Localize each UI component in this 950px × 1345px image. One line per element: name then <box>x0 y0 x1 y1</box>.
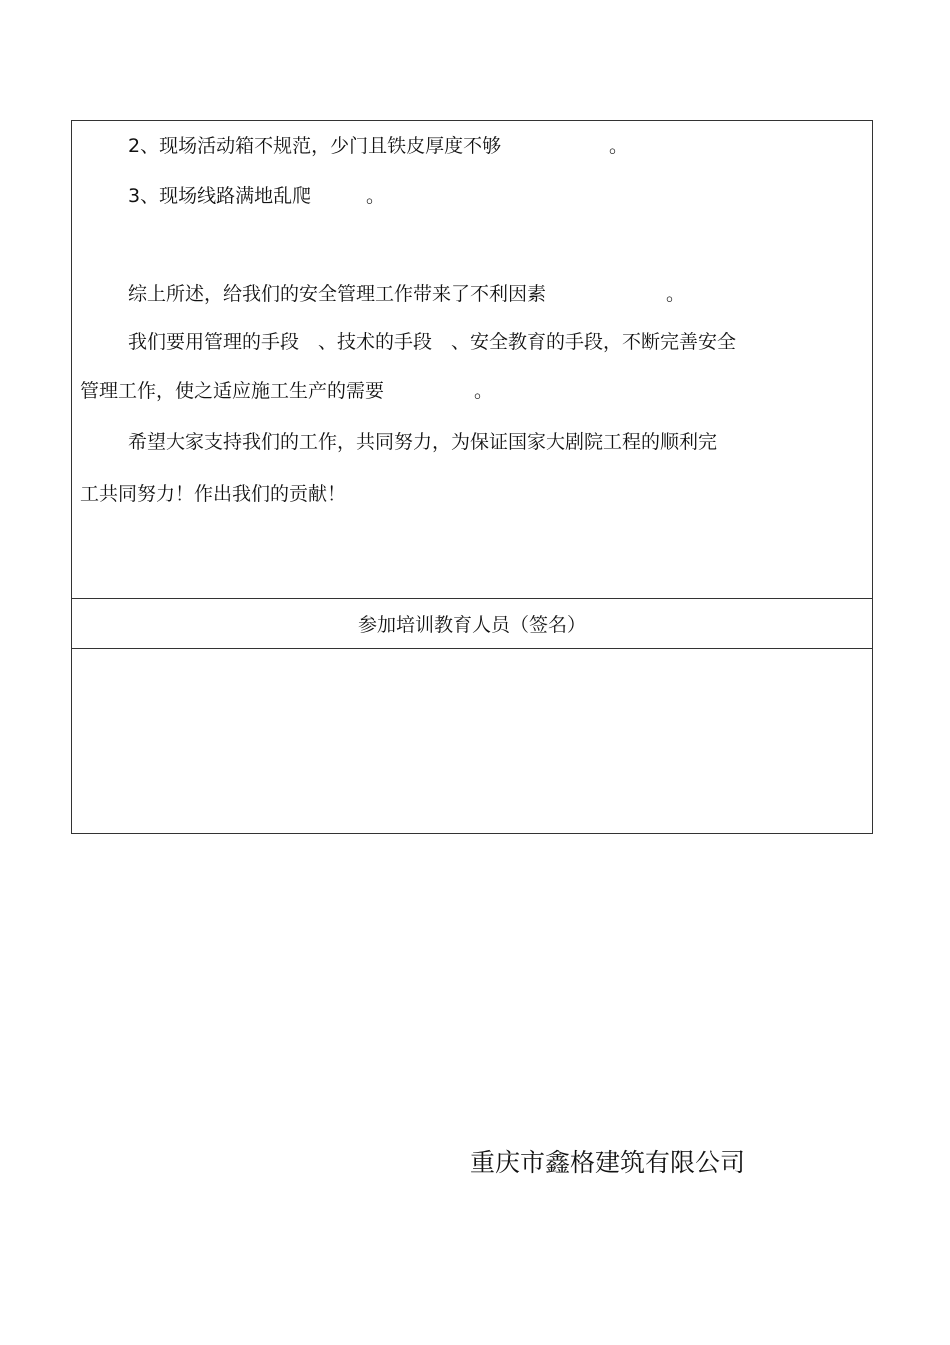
paragraph-line-3: 综上所述，给我们的安全管理工作带来了不利因素 <box>128 283 547 305</box>
paragraph-line-3-tail: 。 <box>666 283 686 305</box>
paragraph-line-1-tail: 。 <box>609 135 629 157</box>
paragraph-line-1 <box>128 137 501 156</box>
paragraph-line-4a: 我们要用管理的手段 、技术的手段 、安全教育的手段，不断完善安全 <box>128 331 737 353</box>
content-cell <box>72 121 872 599</box>
paragraph-line-4b-tail: 。 <box>474 380 494 402</box>
training-record-table <box>71 120 873 834</box>
paragraph-line-2: 3、现场线路满地乱爬 <box>128 185 312 207</box>
signature-header: 参加培训教育人员（签名） <box>357 614 586 636</box>
paragraph-line-2-tail: 。 <box>366 185 386 207</box>
paragraph-line-5a: 希望大家支持我们的工作，共同努力，为保证国家大剧院工程的顺利完 <box>128 431 718 453</box>
paragraph-line-4b: 管理工作，使之适应施工生产的需要 <box>80 380 385 402</box>
company-name: 重庆市鑫格建筑有限公司 <box>470 1148 746 1177</box>
signature-cell <box>72 649 872 833</box>
paragraph-line-5b: 工共同努力！作出我们的贡献！ <box>80 483 347 505</box>
paragraph-text: 2、现场活动箱不规范，少门且铁皮厚度不够 <box>128 135 502 157</box>
signature-header-cell <box>72 599 872 649</box>
